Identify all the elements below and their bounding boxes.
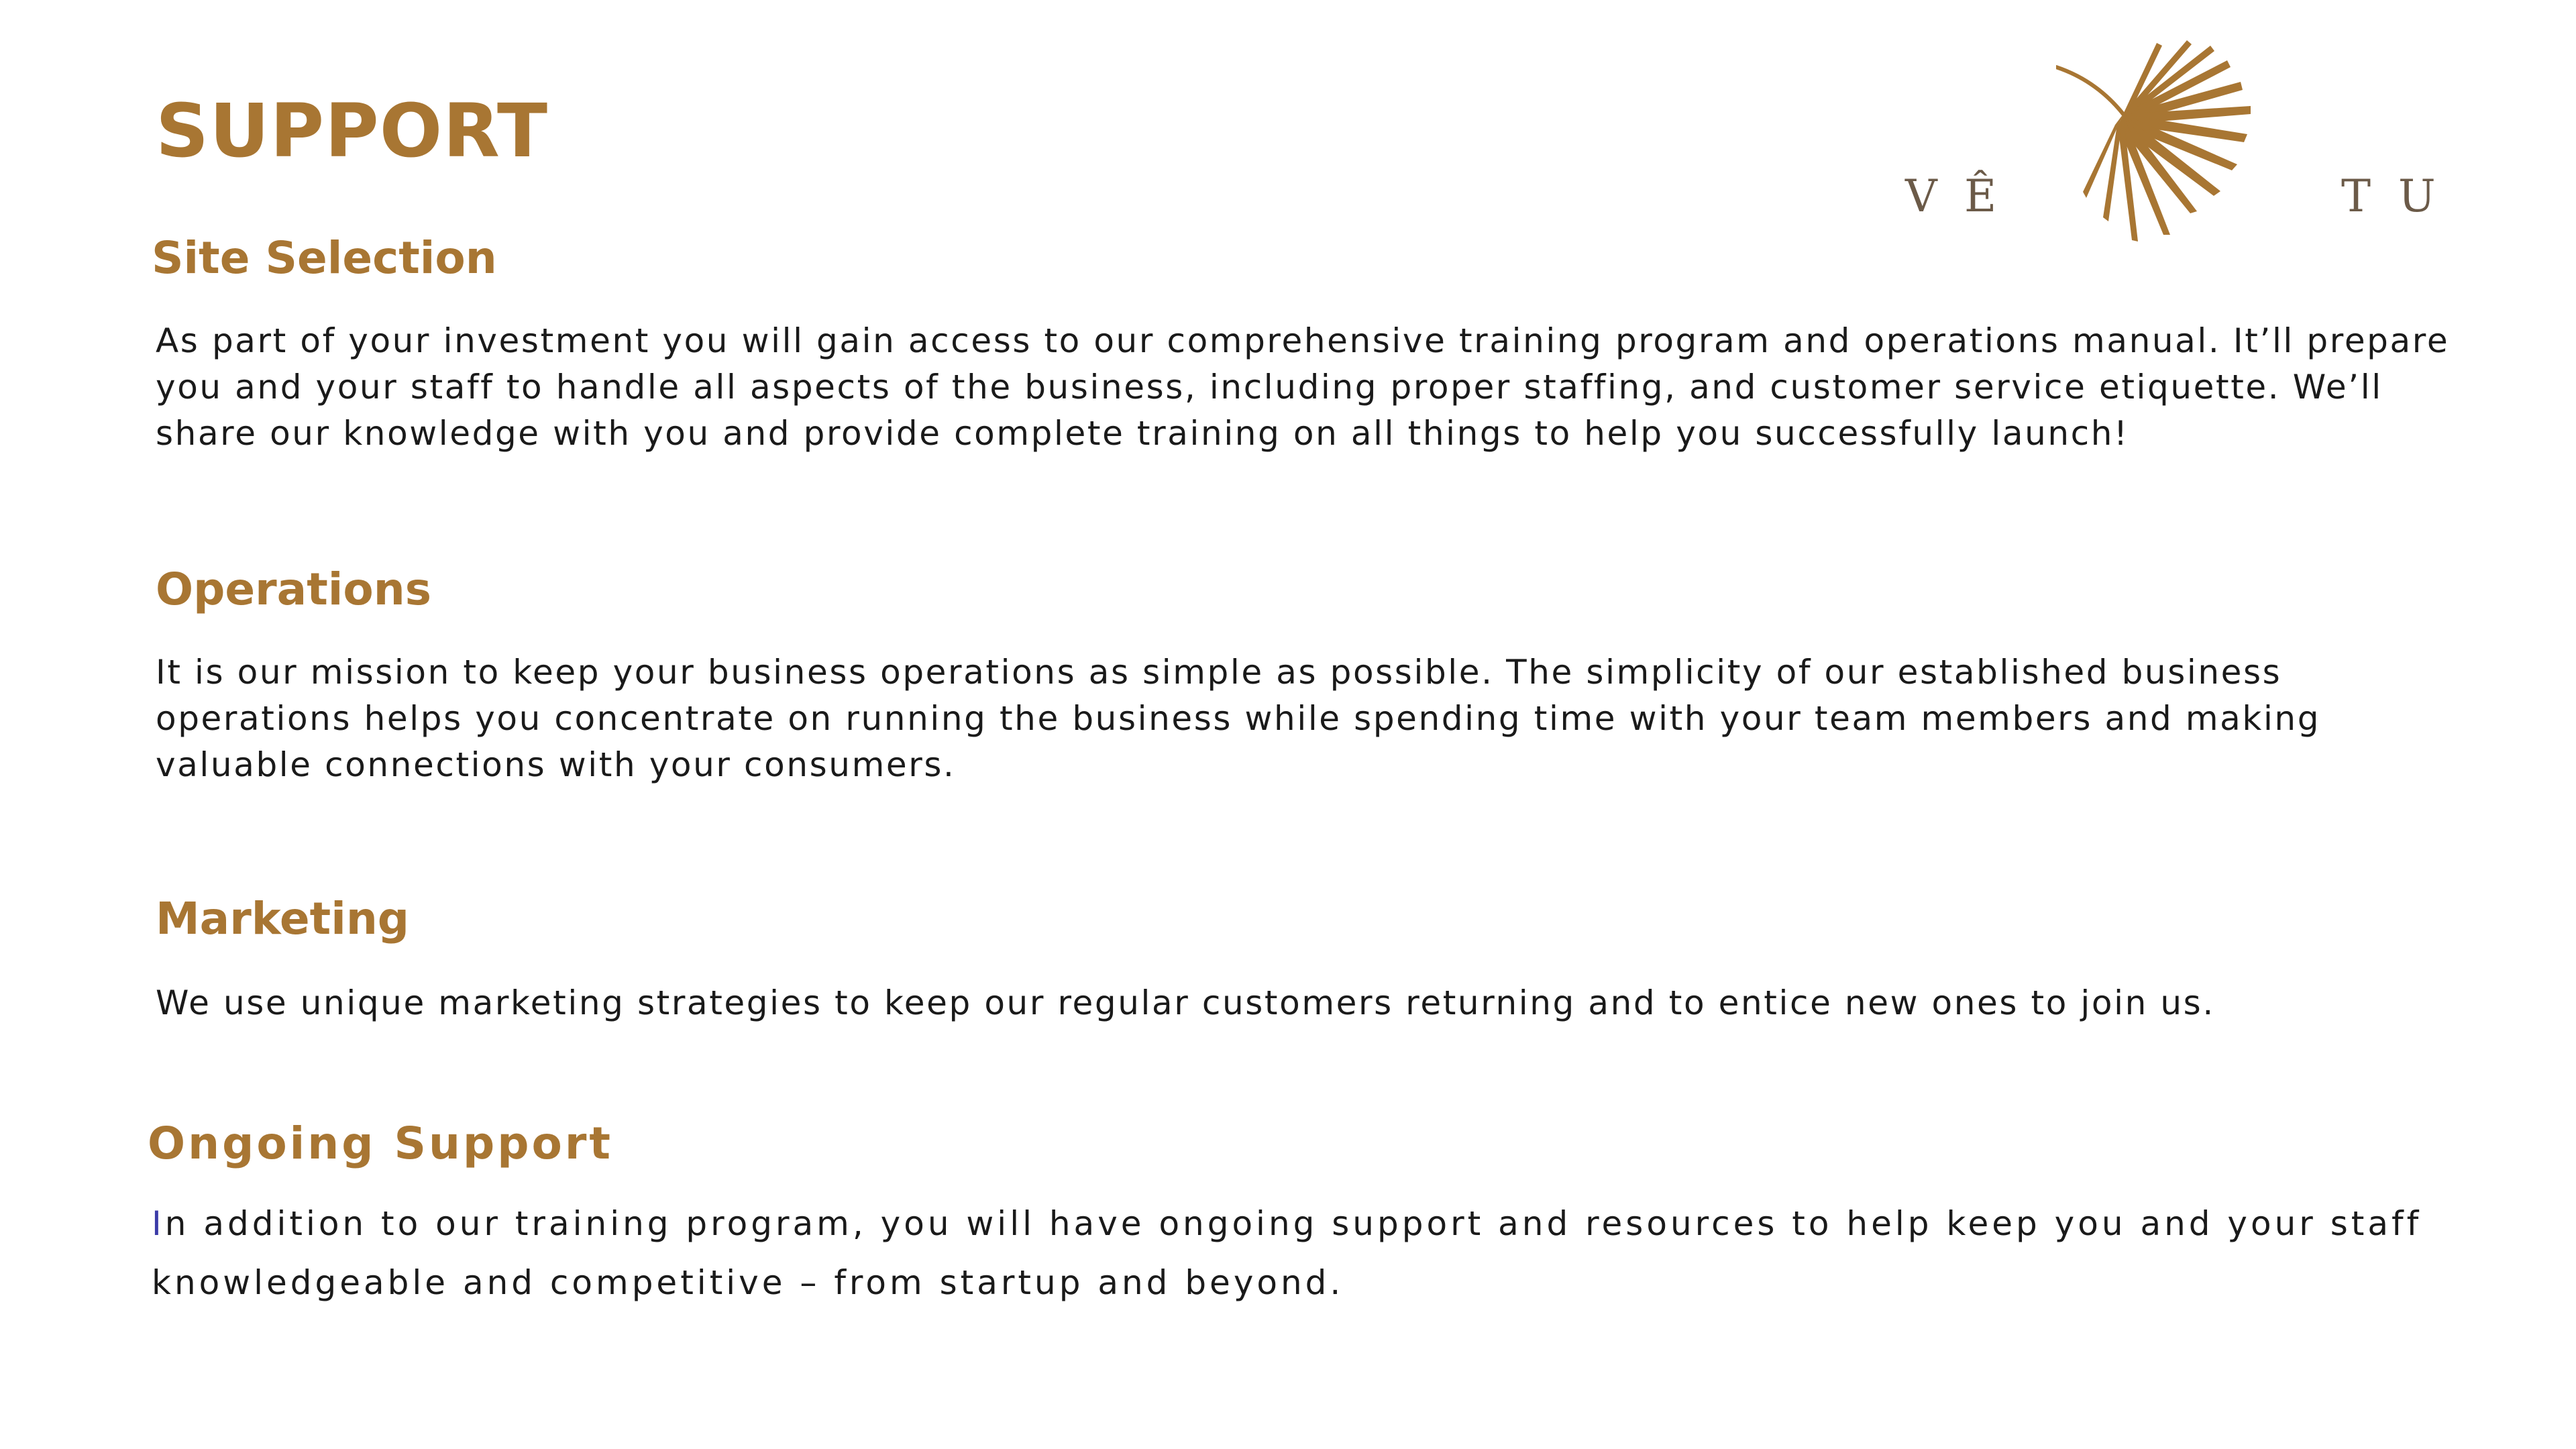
section-heading: Ongoing Support xyxy=(148,1118,613,1169)
section-heading: Site Selection xyxy=(152,232,497,284)
palm-leaf-icon xyxy=(2056,40,2298,255)
brand-logo xyxy=(1905,40,2442,255)
logo-letter-e-circumflex: Ê xyxy=(1964,170,1997,222)
page-title: SUPPORT xyxy=(156,88,549,174)
section-body: It is our mission to keep your business operations as simple as possible. The simplicity of our established business operations helps you concentrate on running the business while spending time with your team members and making valuable connections with your consumers. xyxy=(156,653,2321,784)
body-text: n addition to our training program, you will have ongoing support and resources to help keep you and your staff knowledgeable and competitive – from startup and beyond. xyxy=(152,1204,2422,1302)
section-heading: Operations xyxy=(156,564,431,615)
section-body: We use unique marketing strategies to keep our regular customers returning and to entice new ones to join us. xyxy=(156,983,2215,1022)
logo-letter-v: V xyxy=(1905,170,1937,222)
logo-letter-t: T xyxy=(2341,170,2371,222)
logo-letter-u: U xyxy=(2398,170,2436,222)
section-body xyxy=(152,1194,2500,1312)
section-body: As part of your investment you will gain access to our comprehensive training program and operations manual. It’ll prepare you and your staff to handle all aspects of the business, including proper staffing, and customer service etiquette. We’ll share our knowledge with you and provide complete training on all things to help you successfully launch! xyxy=(156,321,2450,453)
body-first-letter: I xyxy=(152,1204,165,1243)
section-heading: Marketing xyxy=(156,893,410,945)
